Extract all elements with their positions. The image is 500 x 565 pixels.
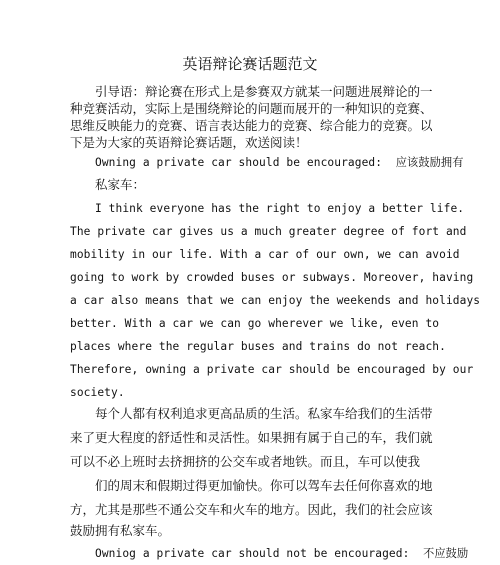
english-line: Therefore, owning a private car should be encouraged by our bbox=[70, 363, 474, 376]
intro-line: 种竞赛活动，实际上是围绕辩论的问题而展开的一种知识的竞赛、 bbox=[70, 101, 433, 116]
english-line: society. bbox=[70, 386, 125, 399]
chinese-line: 鼓励拥有私家车。 bbox=[70, 523, 171, 538]
topic-heading: Owniog a private car should not be encouraged: 不应鼓励 bbox=[95, 547, 469, 560]
document-title: 英语辩论赛话题范文 bbox=[182, 55, 318, 73]
topic-heading: 私家车： bbox=[95, 177, 146, 192]
english-line: a car also means that we can enjoy the weekends and holidays bbox=[70, 294, 481, 307]
english-line: I think everyone has the right to enjoy a better life. bbox=[95, 202, 465, 215]
english-line: mobility in our life. With a car of our own, we can avoid bbox=[70, 248, 460, 261]
chinese-line: 们的周末和假期过得更加愉快。你可以驾车去任何你喜欢的地 bbox=[95, 478, 433, 493]
english-line: places where the regular buses and trains do not reach. bbox=[70, 340, 446, 353]
chinese-line: 可以不必上班时去挤拥挤的公交车或者地铁。而且，车可以使我 bbox=[70, 454, 421, 469]
english-line: better. With a car we can go wherever we like, even to bbox=[70, 317, 440, 330]
chinese-line: 每个人都有权利追求更高品质的生活。私家车给我们的生活带 bbox=[95, 406, 433, 421]
topic-heading: Owning a private car should be encouraged: 应该鼓励拥有 bbox=[95, 156, 464, 169]
english-line: The private car gives us a much greater degree of fort and bbox=[70, 225, 467, 238]
intro-line: 下是为大家的英语辩论赛话题，欢送阅读！ bbox=[70, 135, 308, 150]
chinese-line: 方，尤其是那些不通公交车和火车的地方。因此，我们的社会应该 bbox=[70, 502, 433, 517]
intro-line: 引导语：辩论赛在形式上是参赛双方就某一问题进展辩论的一 bbox=[95, 84, 433, 99]
english-line: going to work by crowded buses or subways. Moreover, having bbox=[70, 271, 474, 284]
intro-line: 思维反映能力的竞赛、语言表达能力的竞赛、综合能力的竞赛。以 bbox=[70, 118, 433, 133]
chinese-line: 来了更大程度的舒适性和灵活性。如果拥有属于自己的车，我们就 bbox=[70, 430, 433, 445]
